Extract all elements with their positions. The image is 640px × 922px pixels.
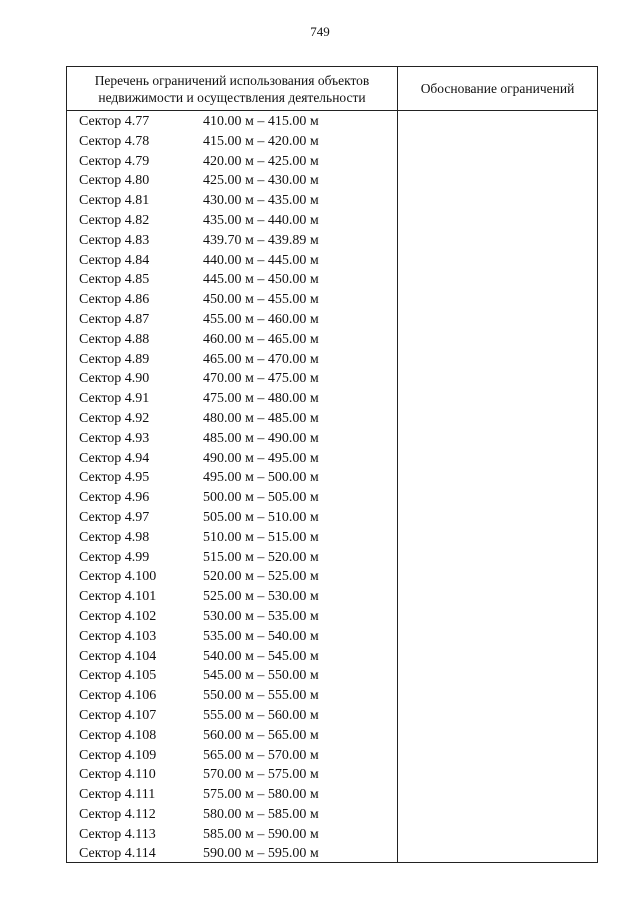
altitude-range: 435.00 м – 440.00 м (203, 212, 319, 228)
altitude-range: 565.00 м – 570.00 м (203, 747, 319, 763)
sector-label: Сектор 4.102 (79, 608, 157, 624)
altitude-range: 495.00 м – 500.00 м (203, 470, 319, 486)
table-row (67, 330, 397, 350)
altitude-range: 560.00 м – 565.00 м (203, 727, 319, 743)
table-row (67, 310, 397, 330)
sector-label: Сектор 4.96 (79, 490, 150, 506)
altitude-range: 575.00 м – 580.00 м (203, 787, 319, 803)
sector-label: Сектор 4.92 (79, 410, 150, 426)
table-row (67, 132, 397, 152)
altitude-range: 500.00 м – 505.00 м (203, 490, 319, 506)
sector-label: Сектор 4.89 (79, 351, 150, 367)
sector-label: Сектор 4.106 (79, 688, 157, 704)
table-row (67, 627, 397, 647)
altitude-range: 525.00 м – 530.00 м (203, 589, 319, 605)
altitude-range: 470.00 м – 475.00 м (203, 371, 319, 387)
table-row (67, 211, 397, 231)
altitude-range: 530.00 м – 535.00 м (203, 608, 319, 624)
sector-label: Сектор 4.111 (79, 787, 156, 803)
table-row (67, 389, 397, 409)
sector-label: Сектор 4.112 (79, 806, 156, 822)
altitude-range: 480.00 м – 485.00 м (203, 410, 319, 426)
altitude-range: 465.00 м – 470.00 м (203, 351, 319, 367)
table-row (67, 449, 397, 469)
altitude-range: 505.00 м – 510.00 м (203, 509, 319, 525)
table-row (67, 171, 397, 191)
sector-label: Сектор 4.103 (79, 628, 157, 644)
altitude-range: 555.00 м – 560.00 м (203, 707, 319, 723)
sector-label: Сектор 4.85 (79, 272, 150, 288)
sector-label: Сектор 4.95 (79, 470, 150, 486)
column-divider (397, 67, 398, 862)
sector-label: Сектор 4.108 (79, 727, 157, 743)
sector-label: Сектор 4.110 (79, 767, 156, 783)
altitude-range: 445.00 м – 450.00 м (203, 272, 319, 288)
table-row (67, 666, 397, 686)
sector-label: Сектор 4.114 (79, 846, 156, 862)
altitude-range: 415.00 м – 420.00 м (203, 133, 319, 149)
table-row (67, 746, 397, 766)
table-row (67, 468, 397, 488)
table-row (67, 191, 397, 211)
sector-label: Сектор 4.79 (79, 153, 150, 169)
sector-label: Сектор 4.86 (79, 292, 150, 308)
sector-label: Сектор 4.99 (79, 549, 150, 565)
table-row (67, 350, 397, 370)
table-row (67, 290, 397, 310)
table-row (67, 686, 397, 706)
sector-label: Сектор 4.109 (79, 747, 157, 763)
sector-label: Сектор 4.107 (79, 707, 157, 723)
altitude-range: 590.00 м – 595.00 м (203, 846, 319, 862)
table-row (67, 726, 397, 746)
sector-label: Сектор 4.91 (79, 391, 150, 407)
altitude-range: 455.00 м – 460.00 м (203, 311, 319, 327)
sector-label: Сектор 4.78 (79, 133, 150, 149)
altitude-range: 520.00 м – 525.00 м (203, 569, 319, 585)
sector-label: Сектор 4.81 (79, 193, 150, 209)
table-row (67, 844, 397, 864)
restrictions-table (66, 66, 598, 863)
sector-label: Сектор 4.97 (79, 509, 150, 525)
table-row (67, 647, 397, 667)
table-row (67, 369, 397, 389)
table-row (67, 508, 397, 528)
sector-label: Сектор 4.105 (79, 668, 157, 684)
table-header (67, 67, 597, 111)
sector-label: Сектор 4.94 (79, 450, 150, 466)
altitude-range: 425.00 м – 430.00 м (203, 173, 319, 189)
altitude-range: 440.00 м – 445.00 м (203, 252, 319, 268)
table-row (67, 409, 397, 429)
altitude-range: 450.00 м – 455.00 м (203, 292, 319, 308)
sector-label: Сектор 4.87 (79, 311, 150, 327)
sector-label: Сектор 4.83 (79, 232, 150, 248)
sector-label: Сектор 4.100 (79, 569, 157, 585)
table-row (67, 152, 397, 172)
table-row (67, 231, 397, 251)
altitude-range: 585.00 м – 590.00 м (203, 826, 319, 842)
altitude-range: 545.00 м – 550.00 м (203, 668, 319, 684)
table-row (67, 429, 397, 449)
altitude-range: 420.00 м – 425.00 м (203, 153, 319, 169)
sector-label: Сектор 4.82 (79, 212, 150, 228)
altitude-range: 515.00 м – 520.00 м (203, 549, 319, 565)
header-restrictions-list (67, 67, 397, 110)
sector-label: Сектор 4.104 (79, 648, 157, 664)
table-row (67, 112, 397, 132)
table-row (67, 607, 397, 627)
altitude-range: 550.00 м – 555.00 м (203, 688, 319, 704)
sector-label: Сектор 4.90 (79, 371, 150, 387)
table-row (67, 805, 397, 825)
sector-label: Сектор 4.113 (79, 826, 156, 842)
table-row (67, 548, 397, 568)
sector-label: Сектор 4.84 (79, 252, 150, 268)
altitude-range: 540.00 м – 545.00 м (203, 648, 319, 664)
altitude-range: 410.00 м – 415.00 м (203, 114, 319, 129)
sector-label: Сектор 4.80 (79, 173, 150, 189)
table-row (67, 251, 397, 271)
table-row (67, 567, 397, 587)
altitude-range: 430.00 м – 435.00 м (203, 193, 319, 209)
altitude-range: 580.00 м – 585.00 м (203, 806, 319, 822)
altitude-range: 460.00 м – 465.00 м (203, 331, 319, 347)
altitude-range: 570.00 м – 575.00 м (203, 767, 319, 783)
table-body (67, 112, 397, 864)
table-row (67, 785, 397, 805)
table-row (67, 706, 397, 726)
header-restrictions-line1: Перечень ограничений использования объектов (94, 72, 370, 88)
table-row (67, 765, 397, 785)
table-row (67, 270, 397, 290)
altitude-range: 475.00 м – 480.00 м (203, 391, 319, 407)
table-row (67, 528, 397, 548)
sector-label: Сектор 4.101 (79, 589, 157, 605)
header-restrictions-line2: недвижимости и осуществления деятельности (98, 89, 366, 105)
header-justification: Обоснование ограничений (420, 80, 575, 96)
sector-label: Сектор 4.93 (79, 430, 150, 446)
altitude-range: 535.00 м – 540.00 м (203, 628, 319, 644)
table-row (67, 587, 397, 607)
table-row (67, 825, 397, 845)
sector-label: Сектор 4.98 (79, 529, 150, 545)
altitude-range: 490.00 м – 495.00 м (203, 450, 319, 466)
table-row (67, 488, 397, 508)
altitude-range: 510.00 м – 515.00 м (203, 529, 319, 545)
page-number: 749 (310, 24, 330, 39)
altitude-range: 485.00 м – 490.00 м (203, 430, 319, 446)
sector-label: Сектор 4.77 (79, 114, 150, 129)
sector-label: Сектор 4.88 (79, 331, 150, 347)
altitude-range: 439.70 м – 439.89 м (203, 232, 319, 248)
